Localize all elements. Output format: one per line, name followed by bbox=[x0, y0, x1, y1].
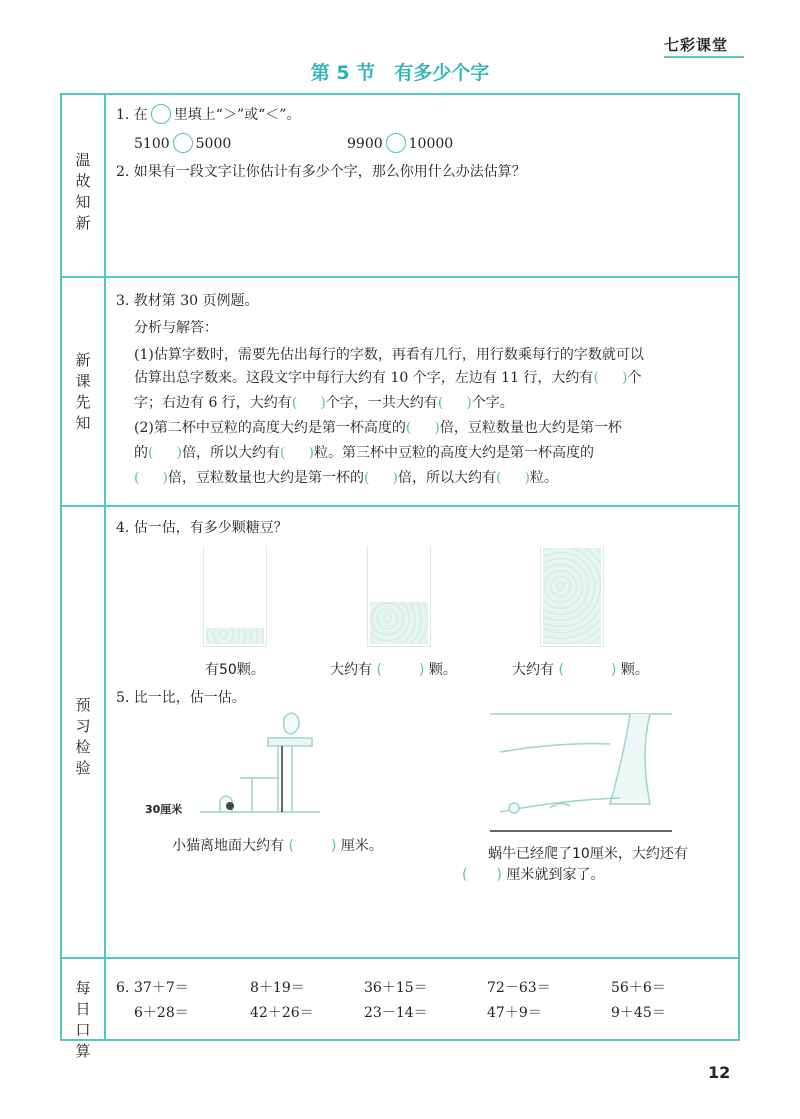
q5-caption-cat: 小猫离地面大约有 ( ) 厘米。 bbox=[172, 836, 383, 856]
q5-caption-snail-line2: ( ) 厘米就到家了。 bbox=[462, 865, 604, 885]
q3-line3: (1)估算字数时，需要先估出每行的字数，再看有几行，用行数乘每行的字数就可以 bbox=[134, 347, 644, 363]
q4-caption-1: 有50颗。 bbox=[205, 662, 265, 678]
blank-cup2-ratio[interactable] bbox=[406, 418, 440, 438]
jar-1 bbox=[203, 546, 267, 647]
snail-and-tree-illustration bbox=[490, 712, 672, 832]
q6-r2c2: 42＋26＝ bbox=[250, 1005, 314, 1021]
scale-label-30cm: 30厘米 bbox=[145, 803, 183, 816]
q3-line4: 估算出总字数来。这段文字中每行大约有 10 个字，左边有 11 行，大约有( ) 个 bbox=[134, 368, 641, 388]
blank-cup2-count-ratio[interactable] bbox=[148, 443, 182, 463]
q6-r2c1: 6＋28＝ bbox=[134, 1005, 189, 1021]
q1-compare-b: 9900 10000 bbox=[347, 133, 453, 154]
q6-r1c3: 36＋15＝ bbox=[364, 980, 428, 996]
q3-line1: 3. 教材第 30 页例题。 bbox=[116, 293, 259, 309]
q6-r2c4: 47＋9＝ bbox=[487, 1005, 542, 1021]
blank-snail-remaining[interactable] bbox=[462, 865, 502, 885]
beans-1 bbox=[206, 628, 264, 644]
jar-3 bbox=[540, 546, 604, 647]
section-label-daily: 每日口算 bbox=[75, 979, 91, 1060]
q3-line8: ( )倍，豆粒数量也大约是第一杯的( ) 倍，所以大约有( ) 粒。 bbox=[134, 468, 558, 488]
label-column-divider bbox=[104, 93, 106, 1041]
q4-caption-2: 大约有 ( ) 颗。 bbox=[330, 660, 457, 680]
q1-instruction: 1. 在 里填上“＞”或“＜”。 bbox=[116, 104, 300, 125]
blank-cup2-beans[interactable] bbox=[280, 443, 314, 463]
q3-line6: (2)第二杯中豆粒的高度大约是第一杯高度的( ) 倍，豆粒数量也大约是第一杯 bbox=[134, 418, 622, 438]
blank-cat-height[interactable] bbox=[288, 836, 336, 856]
blank-left-count[interactable] bbox=[593, 368, 627, 388]
q6-r2c3: 23－14＝ bbox=[364, 1005, 428, 1021]
q6-number: 6. bbox=[116, 980, 130, 996]
section-label-review: 温故知新 bbox=[75, 151, 91, 232]
blank-cup3-beans[interactable] bbox=[496, 468, 530, 488]
blank-total-count[interactable] bbox=[438, 393, 472, 413]
section-label-preview: 预习检验 bbox=[75, 696, 91, 777]
beans-3 bbox=[543, 548, 601, 644]
q1-compare-a: 5100 5000 bbox=[134, 133, 231, 154]
q6-r1c1: 37＋7＝ bbox=[134, 980, 189, 996]
q2-text: 2. 如果有一段文字让你估计有多少个字，那么你用什么办法估算？ bbox=[116, 164, 526, 180]
q6-r1c5: 56＋6＝ bbox=[611, 980, 666, 996]
cat-on-table-illustration bbox=[200, 708, 320, 820]
q5-stem: 5. 比一比，估一估。 bbox=[116, 690, 246, 706]
blank-jar3[interactable] bbox=[558, 660, 616, 680]
beans-2 bbox=[370, 602, 428, 644]
blank-cup3-ratio[interactable] bbox=[134, 468, 168, 488]
compare-circle-b[interactable] bbox=[386, 133, 406, 153]
q6-r1c2: 8＋19＝ bbox=[250, 980, 305, 996]
answer-circle[interactable] bbox=[151, 104, 171, 124]
q4-caption-3: 大约有 ( ) 颗。 bbox=[512, 660, 649, 680]
q6-r1c4: 72－63＝ bbox=[487, 980, 551, 996]
q3-line2: 分析与解答： bbox=[134, 320, 218, 336]
blank-right-count[interactable] bbox=[292, 393, 326, 413]
compare-circle-a[interactable] bbox=[173, 133, 193, 153]
row-divider-3 bbox=[60, 957, 740, 959]
row-divider-1 bbox=[60, 276, 740, 278]
q5-caption-snail-line1: 蜗牛已经爬了10厘米，大约还有 bbox=[488, 846, 688, 862]
row-divider-2 bbox=[60, 505, 740, 507]
q3-line5: 字；右边有 6 行，大约有( ) 个字，一共大约有( ) 个字。 bbox=[134, 393, 514, 413]
q3-line7: 的( ) 倍，所以大约有( ) 粒。第三杯中豆粒的高度大约是第一杯高度的 bbox=[134, 443, 594, 463]
page-number: 12 bbox=[708, 1063, 731, 1082]
section-label-new-lesson: 新课先知 bbox=[75, 351, 91, 432]
page-title: 第 5 节 有多少个字 bbox=[310, 62, 490, 84]
q6-r2c5: 9＋45＝ bbox=[611, 1005, 666, 1021]
blank-jar2[interactable] bbox=[376, 660, 424, 680]
q4-stem: 4. 估一估，有多少颗糖豆？ bbox=[116, 520, 288, 536]
brand-logo: 七彩课堂 bbox=[664, 36, 729, 54]
jar-2 bbox=[367, 546, 431, 647]
blank-cup3-count-ratio[interactable] bbox=[364, 468, 398, 488]
